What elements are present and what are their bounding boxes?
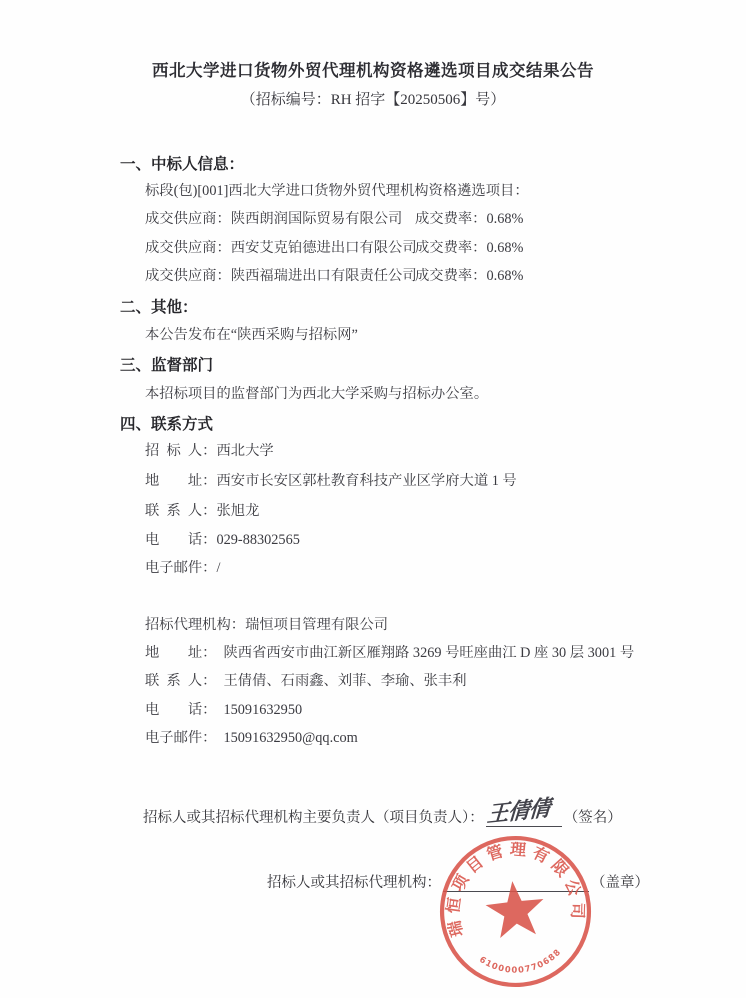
section-1-heading: 一、中标人信息：: [120, 156, 245, 173]
supplier-label: 成交供应商：: [145, 240, 231, 256]
rate-value: 0.68%: [486, 240, 524, 256]
handwritten-signature: 王倩倩: [485, 795, 551, 827]
contact-label: 招 标 人：: [145, 443, 217, 459]
contact-label: 电 话：: [145, 702, 217, 718]
supplier-row: [145, 237, 523, 257]
contact-label: 电子邮件：: [145, 560, 217, 576]
rate-label: 成交费率：: [415, 211, 487, 227]
contact-value: 西北大学: [216, 443, 274, 459]
section-2-heading: 二、其他：: [120, 299, 198, 316]
contact-label: 招标代理机构：: [145, 617, 246, 633]
seal-star-icon: [483, 878, 547, 939]
rate-value: 0.68%: [486, 211, 524, 227]
contact-value: 15091632950: [223, 702, 303, 718]
seal-suffix: （盖章）: [591, 875, 649, 891]
contact-value: 15091632950@qq.com: [223, 730, 358, 746]
contact-value: /: [216, 560, 221, 576]
agency-row: [145, 614, 388, 634]
contact-value: 陕西省西安市曲江新区雁翔路 3269 号旺座曲江 D 座 30 层 3001 号: [223, 645, 635, 661]
signature-slot: [485, 795, 562, 827]
seal-company-text: 瑞恒项目管理有限公司: [445, 841, 586, 939]
contact-value: 西安市长安区郭杜教育科技产业区学府大道 1 号: [216, 473, 517, 489]
supplier-row: [145, 208, 523, 228]
supplier-label: 成交供应商：: [145, 268, 231, 284]
rate-label: 成交费率：: [415, 240, 487, 256]
supplier-name: 西安艾克铂德进出口有限公司: [230, 240, 417, 256]
principal-signature-line: [143, 795, 622, 827]
rate-value: 0.68%: [486, 268, 524, 284]
contact-value: 029-88302565: [216, 532, 300, 548]
contact-label: 联 系 人：: [145, 673, 217, 689]
agency-row: [145, 670, 467, 690]
contact-label: 地 址：: [145, 473, 217, 489]
tenderer-row: [145, 529, 300, 549]
section-3-body: 本招标项目的监督部门为西北大学采购与招标办公室。: [145, 386, 489, 402]
tenderer-row: [145, 500, 259, 520]
contact-label: 电 话：: [145, 532, 217, 548]
page-title: 西北大学进口货物外贸代理机构资格遴选项目成交结果公告: [152, 61, 594, 80]
tender-number: （招标编号：RH 招字【20250506】号）: [240, 92, 506, 108]
rate-label: 成交费率：: [415, 268, 487, 284]
lot-line: 标段(包)[001]西北大学进口货物外贸代理机构资格遴选项目：: [145, 183, 529, 199]
agency-row: [145, 642, 634, 662]
agency-row: [145, 727, 358, 747]
seal-number-text: 6100000770688: [477, 946, 563, 975]
agency-row: [145, 699, 302, 719]
contact-value: 瑞恒项目管理有限公司: [245, 617, 389, 633]
org-label: 招标人或其招标代理机构：: [267, 875, 441, 891]
supplier-label: 成交供应商：: [145, 211, 231, 227]
sign-suffix: （签名）: [563, 810, 622, 826]
section-4-heading: 四、联系方式: [120, 416, 214, 433]
contact-label: 联 系 人：: [145, 503, 217, 519]
principal-label: 招标人或其招标代理机构主要负责人（项目负责人）：: [143, 810, 484, 826]
tenderer-row: [145, 557, 220, 577]
contact-value: 王倩倩、石雨鑫、刘菲、李瑜、张丰利: [223, 673, 467, 689]
tenderer-row: [145, 440, 274, 460]
contact-label: 电子邮件：: [145, 730, 217, 746]
company-seal: [431, 827, 599, 995]
contact-label: 地 址：: [145, 645, 217, 661]
tenderer-row: [145, 470, 517, 490]
supplier-name: 陕西福瑞进出口有限责任公司: [230, 268, 417, 284]
section-3-heading: 三、监督部门: [120, 357, 214, 374]
contact-value: 张旭龙: [216, 503, 260, 519]
supplier-row: [145, 265, 523, 285]
supplier-name: 陕西朗润国际贸易有限公司: [230, 211, 403, 227]
section-2-body: 本公告发布在“陕西采购与招标网”: [145, 327, 358, 343]
